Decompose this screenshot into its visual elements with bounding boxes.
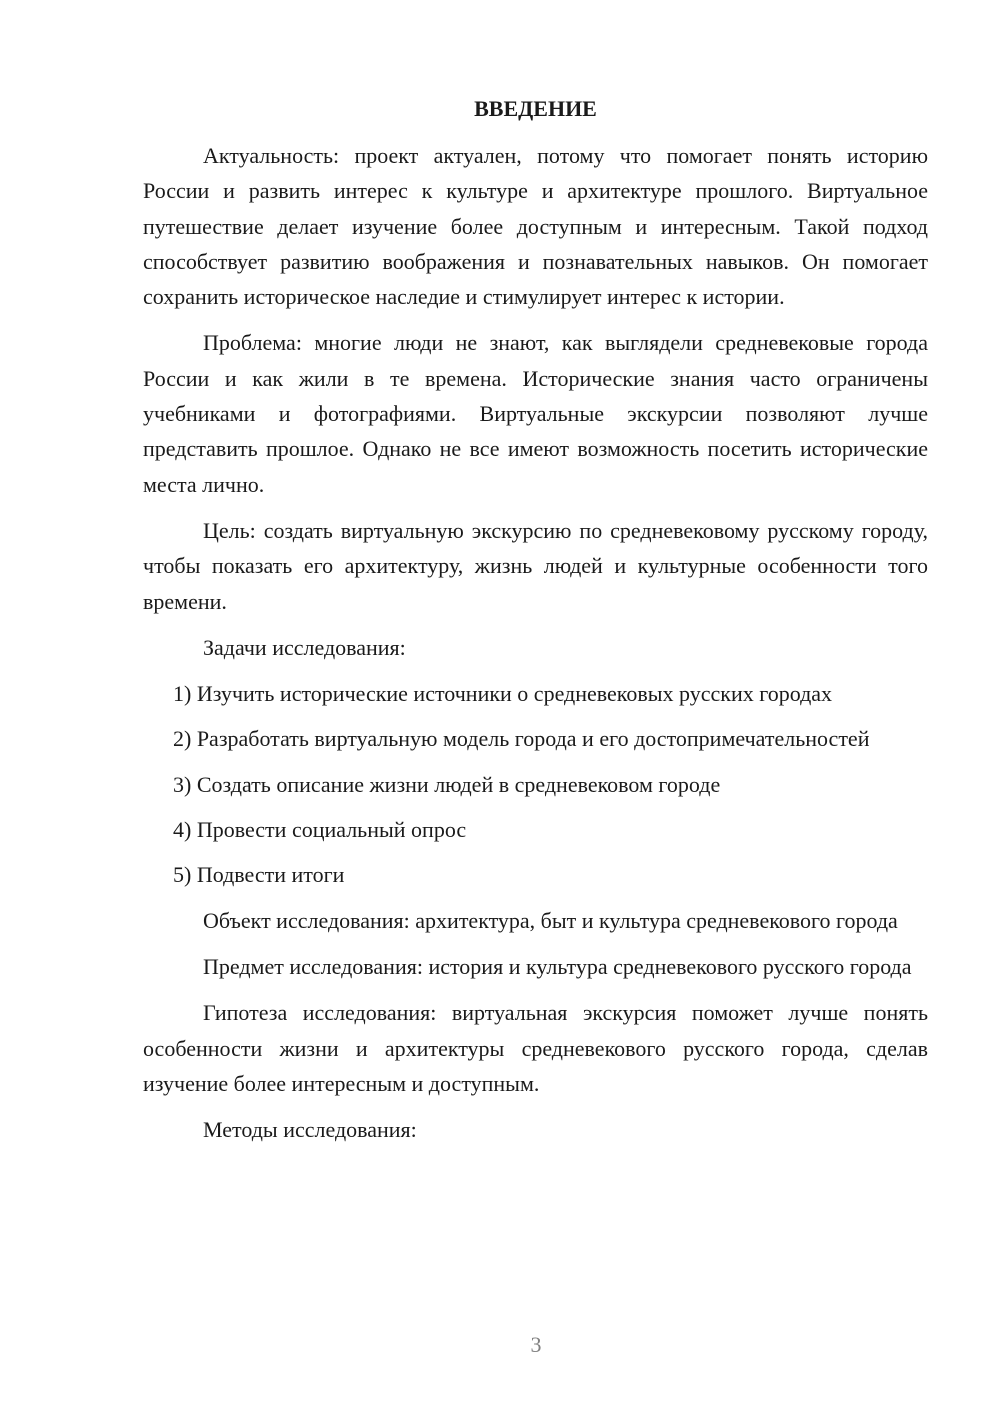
paragraph-methods: Методы исследования: bbox=[203, 1117, 417, 1143]
paragraph-hypothesis: Гипотеза исследования: виртуальная экскурсия поможет лучше понять особенности жизни и архитектуры средневекового русского города, сделав изучение более интересным и доступным. bbox=[143, 1000, 928, 1096]
page-content bbox=[143, 91, 928, 1158]
paragraph-tasks-heading: Задачи исследования: bbox=[203, 634, 406, 660]
task-item: 4) Провести социальный опрос bbox=[173, 817, 467, 843]
task-item: 2) Разработать виртуальную модель города и его достопримечательностей bbox=[173, 726, 870, 752]
paragraph-object: Объект исследования: архитектура, быт и культура средневекового города bbox=[203, 907, 898, 933]
paragraph-problem: Проблема: многие люди не знают, как выглядели средневековые города России и как жили в те времена. Исторические знания часто ограничены учебниками и фотографиями. Виртуальные экскурсии позволяют лучше представить прошлое. Однако не все имеют возможность посетить исторические места лично. bbox=[143, 330, 928, 497]
task-item: 1) Изучить исторические источники о средневековых русских городах bbox=[173, 681, 833, 707]
paragraph-subject: Предмет исследования: история и культура средневекового русского города bbox=[203, 953, 912, 979]
paragraph-relevance: Актуальность: проект актуален, потому что помогает понять историю России и развить интерес к культуре и архитектуре прошлого. Виртуальное путешествие делает изучение более доступным и интересным. Такой подход способствует развитию воображения и познавательных навыков. Он помогает сохранить историческое наследие и стимулирует интерес к истории. bbox=[143, 143, 928, 310]
section-title: ВВЕДЕНИЕ bbox=[474, 96, 597, 121]
task-item: 3) Создать описание жизни людей в средневековом городе bbox=[173, 771, 721, 797]
task-item: 5) Подвести итоги bbox=[173, 862, 345, 888]
page-number: 3 bbox=[530, 1332, 542, 1357]
paragraph-goal: Цель: создать виртуальную экскурсию по средневековому русскому городу, чтобы показать его архитектуру, жизнь людей и культурные особенности того времени. bbox=[143, 517, 928, 614]
